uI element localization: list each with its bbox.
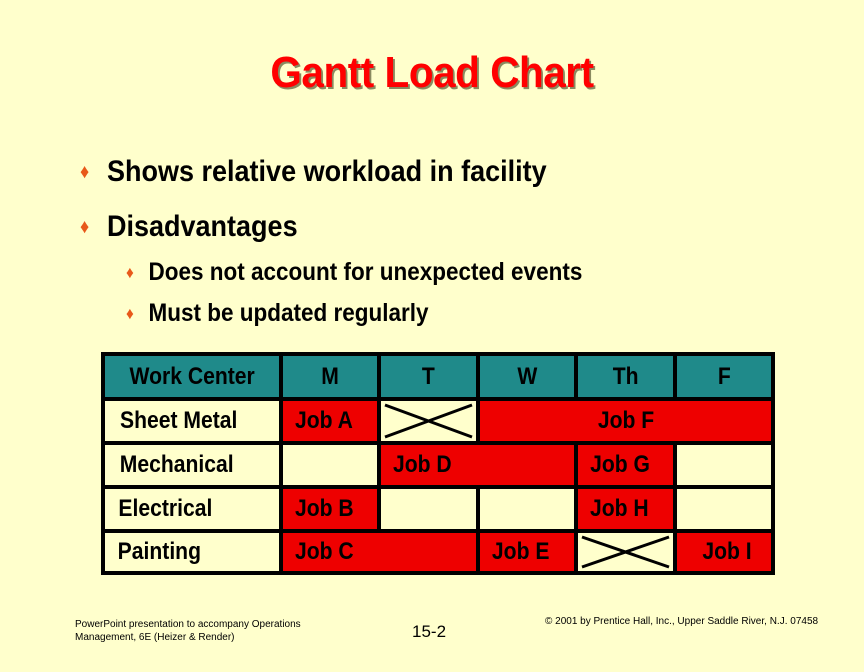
header-wednesday: W [480, 356, 574, 397]
header-tuesday: T [381, 356, 476, 397]
diamond-bullet-icon: ♦ [80, 160, 90, 183]
header-monday: M [283, 356, 377, 397]
gantt-load-table [101, 352, 775, 575]
row-label-sheet-metal: Sheet Metal [105, 401, 279, 441]
sub-bullet-text: Does not account for unexpected events [148, 258, 583, 286]
job-bar-f: Job F [480, 401, 771, 441]
sub-bullet-text: Must be updated regularly [148, 299, 429, 327]
empty-slot [381, 489, 476, 529]
footer-copyright: © 2001 by Prentice Hall, Inc., Upper Saddle River, N.J. 07458 [545, 616, 819, 627]
slide-title: Gantt Load Chart [270, 48, 594, 97]
unavailable-x-icon [578, 533, 673, 571]
empty-slot [677, 445, 771, 485]
job-bar-d: Job D [381, 445, 574, 485]
bullet-item [80, 155, 547, 189]
job-bar-i: Job I [677, 533, 771, 571]
header-work-center: Work Center [105, 356, 279, 397]
row-label-painting: Painting [105, 533, 279, 571]
sub-bullet-item [126, 299, 429, 328]
job-bar-a: Job A [283, 401, 377, 441]
sub-bullet-item [126, 258, 582, 287]
empty-slot [480, 489, 574, 529]
unavailable-x-icon [381, 401, 476, 441]
bullet-text: Disadvantages [107, 210, 298, 243]
header-thursday: Th [578, 356, 673, 397]
job-bar-b: Job B [283, 489, 377, 529]
job-bar-e: Job E [480, 533, 574, 571]
empty-slot [677, 489, 771, 529]
job-bar-c: Job C [283, 533, 476, 571]
header-friday: F [677, 356, 771, 397]
footer-attribution: PowerPoint presentation to accompany Operations Management, 6E (Heizer & Render) [75, 619, 301, 643]
job-bar-h: Job H [578, 489, 673, 529]
empty-slot [283, 445, 377, 485]
diamond-bullet-icon: ♦ [126, 262, 134, 282]
row-label-electrical: Electrical [105, 489, 279, 529]
bullet-item [80, 210, 298, 244]
diamond-bullet-icon: ♦ [80, 215, 90, 238]
bullet-text: Shows relative workload in facility [107, 155, 547, 188]
row-label-mechanical: Mechanical [105, 445, 279, 485]
job-bar-g: Job G [578, 445, 673, 485]
diamond-bullet-icon: ♦ [126, 303, 134, 323]
slide-number: 15-2 [412, 622, 447, 641]
